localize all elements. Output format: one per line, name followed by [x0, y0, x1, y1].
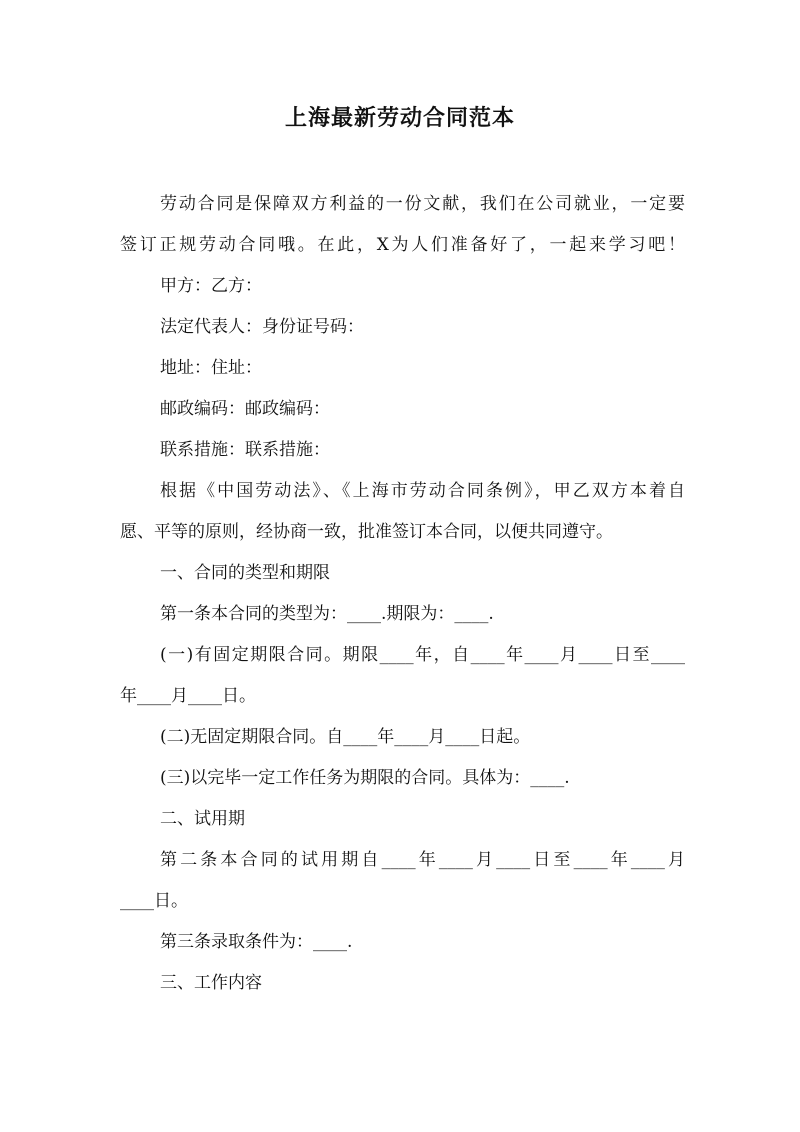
article-1: 第一条本合同的类型为：____.期限为：____.: [160, 604, 494, 624]
basis-line-1: 根据《中国劳动法》、《上海市劳动合同条例》，甲乙双方本着自: [160, 481, 685, 501]
basis-line-2: 愿、平等的原则，经协商一致，批准签订本合同，以便共同遵守。: [120, 522, 613, 542]
document-body: [120, 184, 685, 1004]
article-3: 第三条录取条件为：____.: [160, 932, 353, 952]
clause-fixed-term-2: 年____月____日。: [120, 686, 256, 706]
section-heading-3: 三、工作内容: [160, 973, 262, 993]
clause-task-term: (三)以完毕一定工作任务为期限的合同。具体为：____.: [160, 768, 570, 788]
postcode-line: 邮政编码：邮政编码：: [160, 399, 330, 419]
party-line: 甲方：乙方：: [160, 276, 262, 296]
document-title: 上海最新劳动合同范本: [284, 105, 515, 131]
intro-line-2: 签订正规劳动合同哦。在此，X为人们准备好了，一起来学习吧！: [120, 235, 685, 255]
clause-fixed-term-1: (一)有固定期限合同。期限____年，自____年____月____日至____: [160, 645, 685, 665]
address-line: 地址：住址：: [160, 358, 262, 378]
contact-line: 联系措施：联系措施：: [160, 440, 330, 460]
article-2-line-1: 第二条本合同的试用期自____年____月____日至____年____月: [160, 850, 685, 870]
article-2-line-2: ____日。: [120, 891, 188, 911]
section-heading-2: 二、试用期: [160, 809, 245, 829]
section-heading-1: 一、合同的类型和期限: [160, 563, 330, 583]
intro-line-1: 劳动合同是保障双方利益的一份文献，我们在公司就业，一定要: [160, 194, 685, 214]
representative-line: 法定代表人：身份证号码：: [160, 317, 364, 337]
clause-open-term: (二)无固定期限合同。自____年____月____日起。: [160, 727, 531, 747]
